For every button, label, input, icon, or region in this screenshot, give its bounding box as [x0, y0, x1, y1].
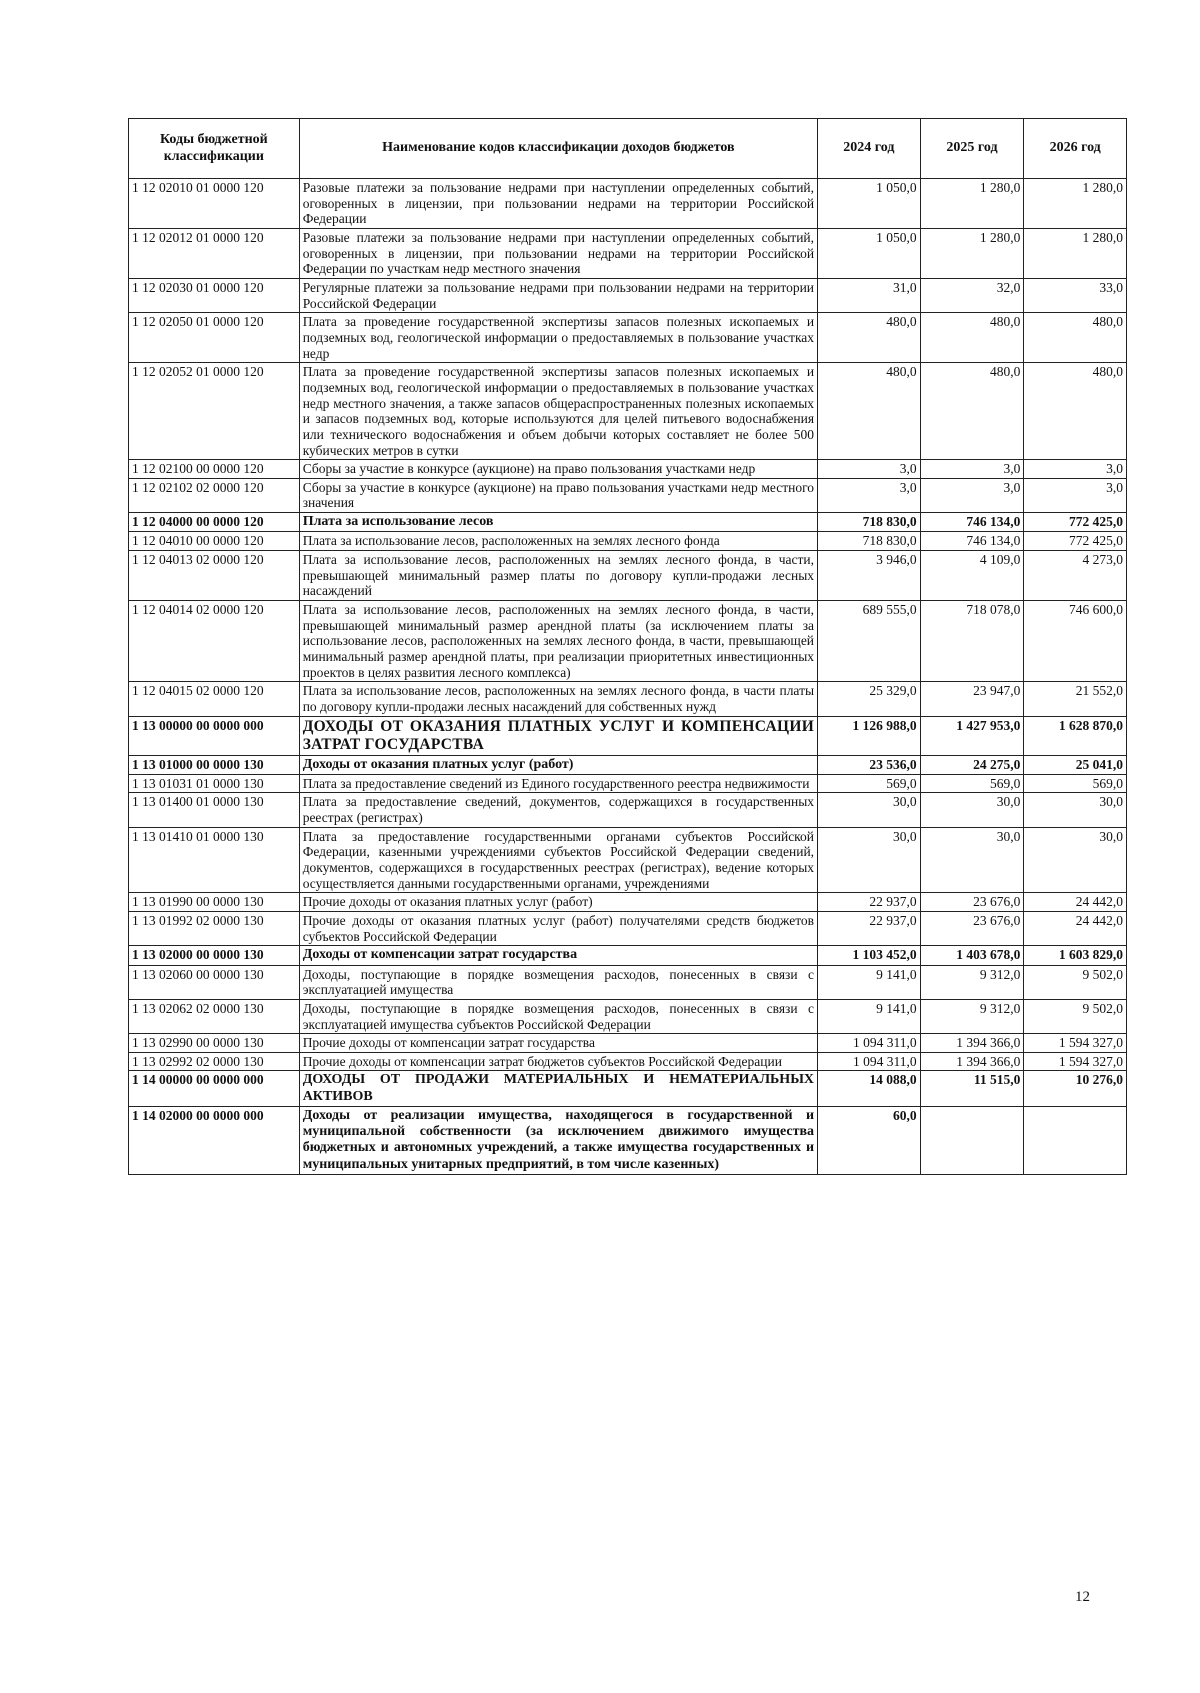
row-value-2024: 22 937,0	[818, 893, 921, 912]
row-code: 1 13 02060 00 0000 130	[129, 965, 300, 999]
row-value-2025: 24 275,0	[920, 755, 1024, 774]
header-code: Коды бюджетной классификации	[129, 119, 300, 179]
row-value-2024: 3,0	[818, 478, 921, 512]
row-value-2024: 60,0	[818, 1106, 921, 1174]
row-name: Плата за использование лесов, расположенных на землях лесного фонда	[299, 532, 817, 551]
table-row	[129, 946, 1127, 965]
row-value-2024: 3,0	[818, 460, 921, 479]
row-value-2026: 3,0	[1024, 460, 1127, 479]
table-row	[129, 999, 1127, 1033]
table-row	[129, 460, 1127, 479]
table-row	[129, 313, 1127, 363]
row-value-2026: 24 442,0	[1024, 893, 1127, 912]
table-row	[129, 363, 1127, 460]
row-value-2025: 9 312,0	[920, 999, 1024, 1033]
row-name: Прочие доходы от оказания платных услуг (работ) получателями средств бюджетов субъектов Российской Федерации	[299, 912, 817, 946]
row-name: Доходы от реализации имущества, находящегося в государственной и муниципальной собственности (за исключением движимого имущества бюджетных и автономных учреждений, а также имущества государственных и муниципальных унитарных предприятий, в том числе казенных)	[299, 1106, 817, 1174]
header-2026: 2026 год	[1024, 119, 1127, 179]
row-code: 1 12 04014 02 0000 120	[129, 600, 300, 681]
row-value-2025: 1 427 953,0	[920, 716, 1024, 755]
row-value-2026: 10 276,0	[1024, 1071, 1127, 1106]
row-value-2024: 569,0	[818, 774, 921, 793]
row-value-2025: 746 134,0	[920, 532, 1024, 551]
row-value-2024: 22 937,0	[818, 912, 921, 946]
row-value-2026: 9 502,0	[1024, 999, 1127, 1033]
row-value-2025: 23 947,0	[920, 682, 1024, 716]
row-value-2025: 4 109,0	[920, 551, 1024, 601]
row-value-2025: 480,0	[920, 363, 1024, 460]
row-code: 1 12 02012 01 0000 120	[129, 228, 300, 278]
row-value-2024: 1 103 452,0	[818, 946, 921, 965]
row-value-2025: 3,0	[920, 460, 1024, 479]
row-name: Прочие доходы от компенсации затрат государства	[299, 1034, 817, 1053]
row-code: 1 13 02062 02 0000 130	[129, 999, 300, 1033]
row-value-2026: 3,0	[1024, 478, 1127, 512]
row-name: Прочие доходы от оказания платных услуг (работ)	[299, 893, 817, 912]
budget-classification-table	[128, 118, 1127, 1175]
row-code: 1 12 02050 01 0000 120	[129, 313, 300, 363]
table-row	[129, 716, 1127, 755]
row-name: Сборы за участие в конкурсе (аукционе) на право пользования участками недр местного значения	[299, 478, 817, 512]
row-name: Плата за предоставление сведений, документов, содержащихся в государственных реестрах (регистрах)	[299, 793, 817, 827]
row-name: Плата за предоставление государственными органами субъектов Российской Федерации, казенными учреждениями субъектов Российской Федерации сведений, документов, содержащихся в государственных реестрах (регистрах), ведение которых осуществляется данными государственными органами, учреждениями	[299, 827, 817, 893]
table-row	[129, 513, 1127, 532]
table-row	[129, 793, 1127, 827]
row-code: 1 12 02010 01 0000 120	[129, 179, 300, 229]
row-name: Плата за использование лесов, расположенных на землях лесного фонда, в части, превышающей минимальный размер платы по договору купли-продажи лесных насаждений	[299, 551, 817, 601]
row-value-2025: 3,0	[920, 478, 1024, 512]
row-code: 1 12 02102 02 0000 120	[129, 478, 300, 512]
table-row	[129, 1106, 1127, 1174]
row-value-2026: 1 603 829,0	[1024, 946, 1127, 965]
row-value-2024: 1 126 988,0	[818, 716, 921, 755]
row-code: 1 12 04000 00 0000 120	[129, 513, 300, 532]
row-code: 1 13 01992 02 0000 130	[129, 912, 300, 946]
row-value-2024: 1 050,0	[818, 179, 921, 229]
row-code: 1 13 02992 02 0000 130	[129, 1052, 300, 1071]
row-value-2025: 1 394 366,0	[920, 1034, 1024, 1053]
row-value-2025: 30,0	[920, 827, 1024, 893]
page-number: 12	[1075, 1589, 1090, 1605]
row-code: 1 12 04013 02 0000 120	[129, 551, 300, 601]
table-row	[129, 532, 1127, 551]
table-row	[129, 278, 1127, 312]
row-value-2024: 1 050,0	[818, 228, 921, 278]
row-code: 1 13 01031 01 0000 130	[129, 774, 300, 793]
row-value-2026: 21 552,0	[1024, 682, 1127, 716]
header-2024: 2024 год	[818, 119, 921, 179]
row-code: 1 13 01990 00 0000 130	[129, 893, 300, 912]
row-value-2025: 9 312,0	[920, 965, 1024, 999]
row-name: Плата за проведение государственной экспертизы запасов полезных ископаемых и подземных вод, геологической информации о предоставляемых в пользование участках недр	[299, 313, 817, 363]
row-value-2024: 718 830,0	[818, 532, 921, 551]
row-value-2026: 30,0	[1024, 793, 1127, 827]
row-value-2026: 33,0	[1024, 278, 1127, 312]
row-name: Доходы от оказания платных услуг (работ)	[299, 755, 817, 774]
row-value-2025: 23 676,0	[920, 893, 1024, 912]
row-value-2024: 31,0	[818, 278, 921, 312]
row-value-2025: 480,0	[920, 313, 1024, 363]
row-value-2024: 480,0	[818, 363, 921, 460]
row-value-2026: 772 425,0	[1024, 532, 1127, 551]
table-row	[129, 179, 1127, 229]
table-row	[129, 827, 1127, 893]
row-value-2025: 746 134,0	[920, 513, 1024, 532]
row-value-2024: 14 088,0	[818, 1071, 921, 1106]
table-row	[129, 1034, 1127, 1053]
row-code: 1 14 00000 00 0000 000	[129, 1071, 300, 1106]
row-value-2026: 1 280,0	[1024, 179, 1127, 229]
row-value-2026: 30,0	[1024, 827, 1127, 893]
table-row	[129, 682, 1127, 716]
row-name: ДОХОДЫ ОТ ОКАЗАНИЯ ПЛАТНЫХ УСЛУГ И КОМПЕНСАЦИИ ЗАТРАТ ГОСУДАРСТВА	[299, 716, 817, 755]
row-code: 1 13 02990 00 0000 130	[129, 1034, 300, 1053]
row-value-2025: 1 394 366,0	[920, 1052, 1024, 1071]
table-row	[129, 774, 1127, 793]
row-value-2024: 480,0	[818, 313, 921, 363]
row-value-2026: 1 594 327,0	[1024, 1034, 1127, 1053]
row-name: Сборы за участие в конкурсе (аукционе) на право пользования участками недр	[299, 460, 817, 479]
row-value-2024: 9 141,0	[818, 999, 921, 1033]
row-name: Плата за проведение государственной экспертизы запасов полезных ископаемых и подземных вод, геологической информации о предоставляемых в пользование участках недр местного значения, а также запасов общераспространенных полезных ископаемых и запасов подземных вод, которые используются для целей питьевого водоснабжения или технического водоснабжения и объем добычи которых составляет не более 500 кубических метров в сутки	[299, 363, 817, 460]
row-value-2025	[920, 1106, 1024, 1174]
row-code: 1 12 02100 00 0000 120	[129, 460, 300, 479]
table-row	[129, 478, 1127, 512]
row-name: Разовые платежи за пользование недрами при наступлении определенных событий, оговоренных в лицензии, при пользовании недрами на территории Российской Федерации по участкам недр местного значения	[299, 228, 817, 278]
row-value-2025: 32,0	[920, 278, 1024, 312]
row-name: Доходы, поступающие в порядке возмещения расходов, понесенных в связи с эксплуатацией имущества субъектов Российской Федерации	[299, 999, 817, 1033]
row-value-2026: 1 280,0	[1024, 228, 1127, 278]
table-row	[129, 912, 1127, 946]
row-value-2026: 569,0	[1024, 774, 1127, 793]
row-name: Доходы, поступающие в порядке возмещения расходов, понесенных в связи с эксплуатацией имущества	[299, 965, 817, 999]
row-name: Плата за использование лесов, расположенных на землях лесного фонда, в части платы по договору купли-продажи лесных насаждений для собственных нужд	[299, 682, 817, 716]
row-code: 1 14 02000 00 0000 000	[129, 1106, 300, 1174]
row-value-2026: 24 442,0	[1024, 912, 1127, 946]
row-value-2025: 1 280,0	[920, 179, 1024, 229]
row-value-2024: 30,0	[818, 793, 921, 827]
table-row	[129, 551, 1127, 601]
row-name: ДОХОДЫ ОТ ПРОДАЖИ МАТЕРИАЛЬНЫХ И НЕМАТЕРИАЛЬНЫХ АКТИВОВ	[299, 1071, 817, 1106]
row-value-2025: 11 515,0	[920, 1071, 1024, 1106]
row-value-2024: 30,0	[818, 827, 921, 893]
row-value-2026	[1024, 1106, 1127, 1174]
row-value-2025: 23 676,0	[920, 912, 1024, 946]
row-value-2024: 9 141,0	[818, 965, 921, 999]
row-value-2025: 30,0	[920, 793, 1024, 827]
header-2025: 2025 год	[920, 119, 1024, 179]
row-name: Плата за использование лесов, расположенных на землях лесного фонда, в части, превышающей минимальный размер арендной платы (за исключением платы за использование лесов, расположенных на землях лесного фонда, в части, превышающей минимальный размер арендной платы, при реализации приоритетных инвестиционных проектов в целях развития лесного комплекса)	[299, 600, 817, 681]
header-name: Наименование кодов классификации доходов бюджетов	[299, 119, 817, 179]
row-value-2024: 25 329,0	[818, 682, 921, 716]
row-name: Доходы от компенсации затрат государства	[299, 946, 817, 965]
row-code: 1 12 04015 02 0000 120	[129, 682, 300, 716]
row-value-2026: 9 502,0	[1024, 965, 1127, 999]
row-name: Разовые платежи за пользование недрами при наступлении определенных событий, оговоренных в лицензии, при пользовании недрами на территории Российской Федерации	[299, 179, 817, 229]
row-code: 1 12 02030 01 0000 120	[129, 278, 300, 312]
row-value-2026: 1 628 870,0	[1024, 716, 1127, 755]
row-value-2024: 718 830,0	[818, 513, 921, 532]
row-value-2024: 3 946,0	[818, 551, 921, 601]
table-body	[129, 179, 1127, 1175]
row-code: 1 12 04010 00 0000 120	[129, 532, 300, 551]
row-value-2024: 1 094 311,0	[818, 1052, 921, 1071]
row-value-2025: 1 280,0	[920, 228, 1024, 278]
row-code: 1 12 02052 01 0000 120	[129, 363, 300, 460]
row-value-2025: 569,0	[920, 774, 1024, 793]
table-row	[129, 600, 1127, 681]
row-value-2026: 480,0	[1024, 313, 1127, 363]
row-value-2024: 23 536,0	[818, 755, 921, 774]
table-row	[129, 1071, 1127, 1106]
row-value-2024: 1 094 311,0	[818, 1034, 921, 1053]
table-header-row	[129, 119, 1127, 179]
table-row	[129, 228, 1127, 278]
table-row	[129, 965, 1127, 999]
row-code: 1 13 02000 00 0000 130	[129, 946, 300, 965]
row-value-2026: 4 273,0	[1024, 551, 1127, 601]
row-code: 1 13 01000 00 0000 130	[129, 755, 300, 774]
row-name: Плата за использование лесов	[299, 513, 817, 532]
row-name: Плата за предоставление сведений из Единого государственного реестра недвижимости	[299, 774, 817, 793]
row-name: Прочие доходы от компенсации затрат бюджетов субъектов Российской Федерации	[299, 1052, 817, 1071]
row-name: Регулярные платежи за пользование недрами при пользовании недрами на территории Российской Федерации	[299, 278, 817, 312]
table-row	[129, 1052, 1127, 1071]
table-row	[129, 893, 1127, 912]
row-code: 1 13 01410 01 0000 130	[129, 827, 300, 893]
row-code: 1 13 01400 01 0000 130	[129, 793, 300, 827]
row-value-2026: 746 600,0	[1024, 600, 1127, 681]
row-value-2025: 1 403 678,0	[920, 946, 1024, 965]
row-value-2025: 718 078,0	[920, 600, 1024, 681]
row-value-2024: 689 555,0	[818, 600, 921, 681]
row-value-2026: 480,0	[1024, 363, 1127, 460]
row-value-2026: 772 425,0	[1024, 513, 1127, 532]
row-value-2026: 1 594 327,0	[1024, 1052, 1127, 1071]
row-code: 1 13 00000 00 0000 000	[129, 716, 300, 755]
table-row	[129, 755, 1127, 774]
row-value-2026: 25 041,0	[1024, 755, 1127, 774]
